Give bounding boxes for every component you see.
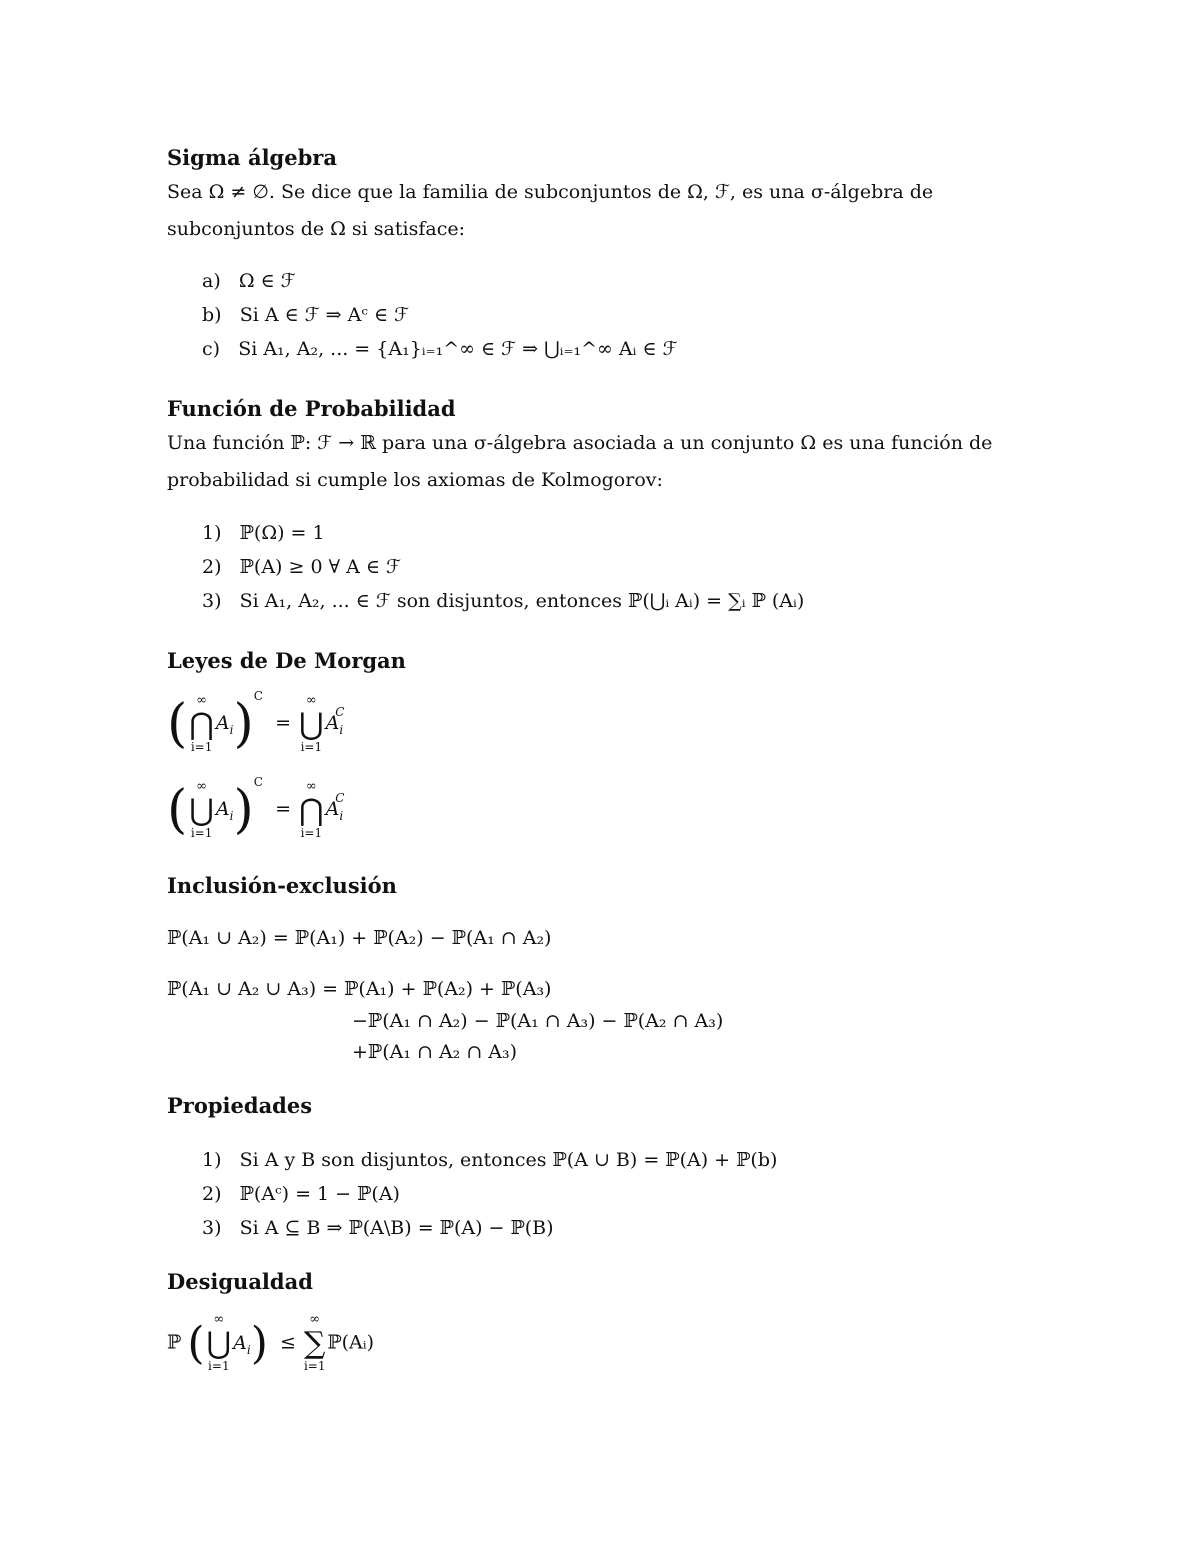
list-label: 3) [202, 1217, 222, 1239]
big-union-operator: ∞ ⋃ i=1 [206, 1312, 232, 1373]
list-label: 2) [202, 1183, 222, 1205]
right-paren: ) [233, 694, 254, 754]
kolmogorov-axiom-3 [202, 590, 804, 612]
sigma-item-c [202, 338, 678, 360]
list-text: ℙ(A) ≥ 0 ∀ A ∈ ℱ [239, 556, 401, 578]
list-label: b) [202, 304, 222, 326]
list-label: 2) [202, 556, 222, 578]
list-label: 1) [202, 1149, 222, 1171]
sigma-paragraph-line-1: Sea Ω ≠ ∅. Se dice que la familia de subconjuntos de Ω, ℱ, es una σ-álgebra de [167, 181, 934, 203]
list-text: ℙ(Aᶜ) = 1 − ℙ(A) [239, 1183, 400, 1205]
list-text: Si A y B son disjuntos, entonces ℙ(A ∪ B) = ℙ(A) + ℙ(b) [239, 1149, 778, 1171]
summation-operator: ∞ ∑ i=1 [303, 1312, 326, 1373]
big-union-operator: ∞ ⋃ i=1 [189, 778, 214, 840]
inclusion-exclusion-three-sets-line-1: ℙ(A₁ ∪ A₂ ∪ A₃) = ℙ(A₁) + ℙ(A₂) + ℙ(A₃) [167, 978, 552, 1000]
kolmogorov-axiom-1 [202, 522, 325, 544]
list-label: c) [202, 338, 221, 360]
big-union-operator: ∞ ⋃ i=1 [299, 692, 324, 754]
heading-de-morgan: Leyes de De Morgan [167, 648, 406, 673]
list-label: a) [202, 270, 221, 292]
right-paren: ) [233, 780, 254, 840]
heading-sigma-algebra: Sigma álgebra [167, 145, 337, 170]
heading-probability-function: Función de Probabilidad [167, 396, 456, 421]
left-paren: ( [167, 694, 188, 754]
property-2 [202, 1183, 400, 1205]
list-text: Si A ⊆ B ⇒ ℙ(A\B) = ℙ(A) − ℙ(B) [239, 1217, 554, 1239]
prob-paragraph-line-2: probabilidad si cumple los axiomas de Kolmogorov: [167, 469, 663, 491]
left-paren: ( [187, 1318, 205, 1369]
sigma-item-a [202, 270, 296, 292]
list-text: ℙ(Ω) = 1 [239, 522, 325, 544]
heading-properties: Propiedades [167, 1093, 313, 1118]
inclusion-exclusion-three-sets-line-2: −ℙ(A₁ ∩ A₂) − ℙ(A₁ ∩ A₃) − ℙ(A₂ ∩ A₃) [352, 1010, 724, 1032]
inclusion-exclusion-two-sets: ℙ(A₁ ∪ A₂) = ℙ(A₁) + ℙ(A₂) − ℙ(A₁ ∩ A₂) [167, 927, 552, 949]
de-morgan-law-2: ( ∞ ⋃ i=1 $A_i)^C$ = ∞ ⋂ i=1 $A_i^C$ [167, 774, 345, 840]
heading-inequality: Desigualdad [167, 1269, 313, 1294]
right-paren: ) [250, 1318, 268, 1369]
sigma-item-b [202, 304, 409, 326]
sigma-paragraph-line-2: subconjuntos de Ω si satisface: [167, 218, 465, 240]
prob-paragraph-line-1: Una función ℙ: ℱ → ℝ para una σ-álgebra asociada a un conjunto Ω es una función de [167, 432, 993, 454]
list-text: Si A₁, A₂, ... = {A₁}ᵢ₌₁^∞ ∈ ℱ ⇒ ⋃ᵢ₌₁^∞ Aᵢ ∈ ℱ [238, 338, 678, 360]
list-label: 3) [202, 590, 222, 612]
list-text: Si A ∈ ℱ ⇒ Aᶜ ∈ ℱ [239, 304, 410, 326]
boole-inequality: ℙ ( ∞ ⋃ i=1 $A_i$) ≤ ∞ ∑ i=1 ℙ(Aᵢ) [167, 1312, 375, 1373]
list-text: Si A₁, A₂, ... ∈ ℱ son disjuntos, entonces ℙ(⋃ᵢ Aᵢ) = ∑ᵢ ℙ (Aᵢ) [239, 590, 805, 612]
property-3 [202, 1217, 554, 1239]
left-paren: ( [167, 780, 188, 840]
list-label: 1) [202, 522, 222, 544]
kolmogorov-axiom-2 [202, 556, 401, 578]
de-morgan-law-1: ( ∞ ⋂ i=1 $A_i)^C$ = ∞ ⋃ i=1 $A_i^C$ [167, 688, 345, 754]
big-intersection-operator: ∞ ⋂ i=1 [189, 692, 214, 754]
list-text: Ω ∈ ℱ [238, 270, 296, 292]
property-1 [202, 1149, 777, 1171]
big-intersection-operator: ∞ ⋂ i=1 [299, 778, 324, 840]
heading-inclusion-exclusion: Inclusión-exclusión [167, 873, 397, 898]
inclusion-exclusion-three-sets-line-3: +ℙ(A₁ ∩ A₂ ∩ A₃) [352, 1041, 518, 1063]
